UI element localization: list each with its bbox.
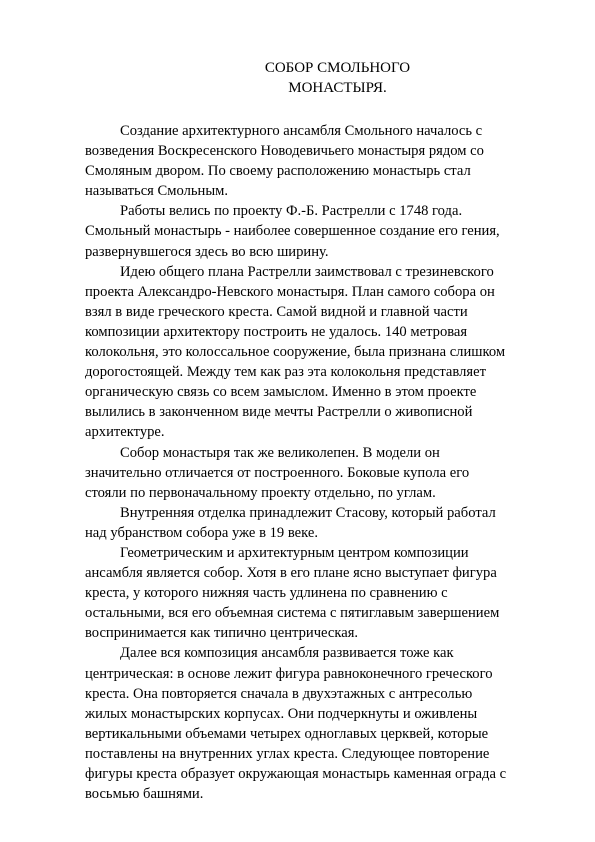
text-line: центрическая: в основе лежит фигура равноконечного греческого (85, 665, 493, 682)
text-line: креста. Она повторяется сначала в двухэтажных с антресолью (85, 685, 473, 702)
text-line: Смольный монастырь - наиболее совершенное создание его гения, (85, 223, 500, 240)
text-line: ансамбля является собор. Хотя в его плане ясно выступает фигура (85, 565, 497, 582)
text-line: значительно отличается от построенного. Боковые купола его (85, 464, 470, 481)
text-line: Идею общего плана Растрелли заимствовал с трезиневского (120, 263, 494, 280)
text-line: креста, у которого нижняя часть удлинена по сравнению с (85, 585, 448, 602)
text-line: остальными, вся его объемная система с пятиглавым завершением (85, 605, 500, 622)
text-line: композиции архитектору построить не удалось. 140 метровая (85, 323, 468, 340)
text-line: возведения Воскресенского Новодевичьего монастыря рядом со (85, 143, 484, 160)
text-line: Работы велись по проекту Ф.-Б. Растрелли с 1748 года. (120, 203, 463, 220)
text-line: вылились в законченном виде мечты Растрелли о живописной (85, 404, 473, 421)
document-body (85, 121, 555, 804)
text-line: называться Смольным. (85, 183, 229, 200)
text-line: восьмью башнями. (85, 786, 204, 803)
text-line: Далее вся композиция ансамбля развивается тоже как (120, 645, 454, 662)
title-line-1: СОБОР СМОЛЬНОГО (264, 60, 411, 76)
title-line-2: МОНАСТЫРЯ. (288, 80, 387, 96)
text-line: стояли по первоначальному проекту отдельно, по углам. (85, 484, 436, 501)
text-line: Геометрическим и архитектурным центром композиции (120, 544, 469, 561)
text-line: Смоляным двором. По своему расположению монастырь стал (85, 163, 471, 180)
text-line: Создание архитектурного ансамбля Смольного началось с (120, 123, 483, 139)
text-line: проекта Александро-Невского монастыря. План самого собора он (85, 283, 495, 300)
text-line: воспринимается как типично центрическая. (85, 625, 359, 642)
text-line: колокольня, это колоссальное сооружение, была признана слишком (85, 344, 506, 361)
text-line: Внутренняя отделка принадлежит Стасову, который работал (120, 504, 496, 521)
text-line: Собор монастыря так же великолепен. В модели он (120, 444, 440, 461)
text-line: вертикальными объемами четырех одноглавых церквей, которые (85, 725, 489, 742)
text-line: фигуры креста образует окружающая монастырь каменная ограда с (85, 766, 507, 782)
text-line: взял в виде греческого креста. Самой видной и главной части (85, 303, 468, 320)
text-line: архитектуре. (85, 424, 165, 441)
text-line: развернувшегося здесь во всю ширину. (85, 243, 329, 260)
text-line: жилых монастырских корпусах. Они подчеркнуты и оживлены (85, 705, 478, 722)
text-line: дорогостоящей. Между тем как раз эта колокольня представляет (85, 364, 486, 381)
text-line: над убранством собора уже в 19 веке. (85, 524, 318, 541)
text-line: поставлены на внутренних углах креста. Следующее повторение (85, 745, 490, 762)
document-title (0, 58, 595, 98)
text-line: органическую связь со всем замыслом. Именно в этом проекте (85, 384, 477, 401)
